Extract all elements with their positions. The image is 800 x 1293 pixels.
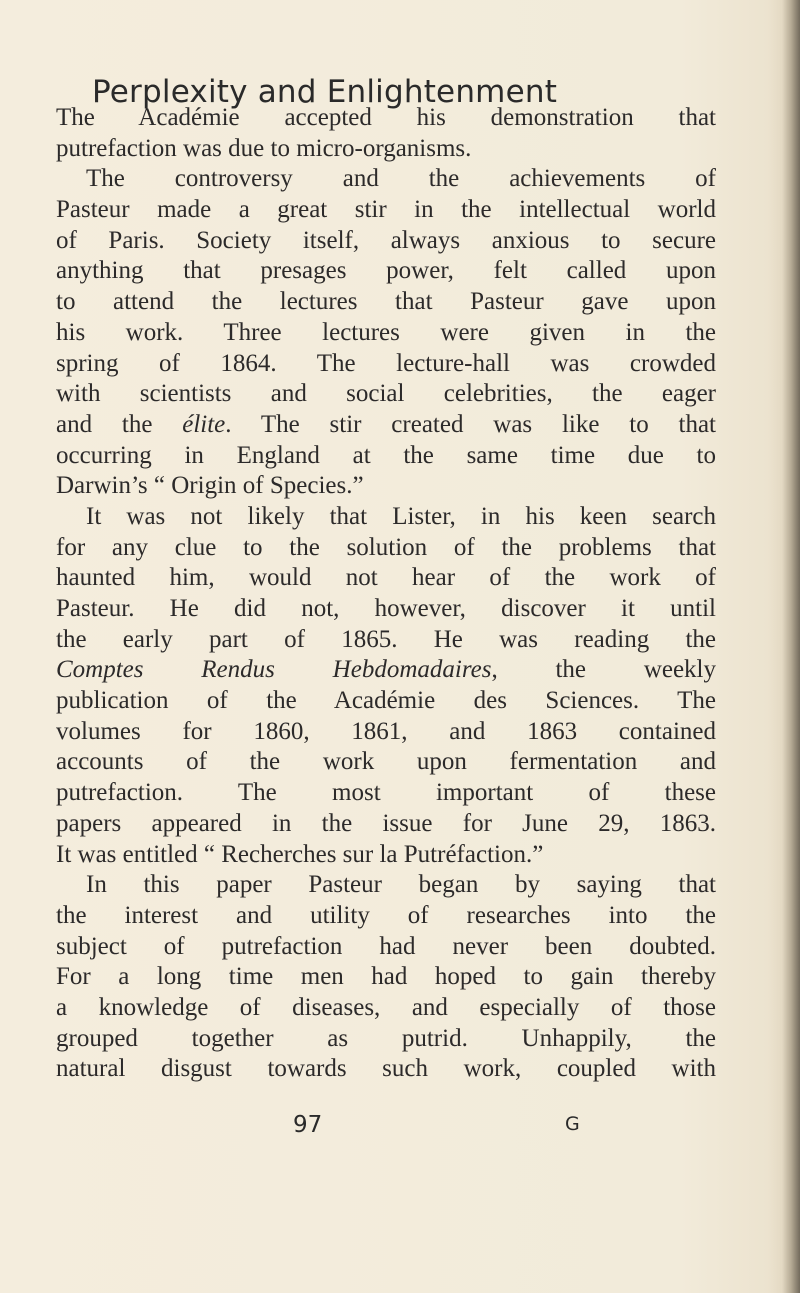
text-line: of Paris. Society itself, always anxious to secure: [56, 226, 716, 254]
text-line: grouped together as putrid. Unhappily, the: [56, 1024, 716, 1052]
text-line: Darwin’s “ Origin of Species.”: [56, 472, 364, 500]
text-line-content: In this paper Pasteur began by saying that: [86, 871, 716, 899]
text-line: papers appeared in the issue for June 29, 1863.: [56, 809, 716, 837]
text-line: the interest and utility of researches into the: [56, 901, 716, 929]
page-number: 97: [293, 1112, 323, 1138]
text-line: [56, 870, 716, 901]
text-line: his work. Three lectures were given in the: [56, 318, 716, 346]
text-line: anything that presages power, felt called upon: [56, 257, 716, 285]
text-line: natural disgust towards such work, coupled with: [56, 1055, 716, 1083]
signature-mark: G: [565, 1113, 580, 1135]
italic-comptes-rendus: Comptes Rendus Hebdomadaires: [56, 656, 492, 684]
text-line: Pasteur made a great stir in the intellectual world: [56, 196, 716, 224]
text-line: putrefaction was due to micro-organisms.: [56, 134, 472, 162]
text-line: publication of the Académie des Sciences. The: [56, 687, 716, 715]
italic-elite: élite: [182, 410, 226, 438]
text-line: accounts of the work upon fermentation and: [56, 748, 716, 776]
text-line: It was entitled “ Recherches sur la Putréfaction.”: [56, 840, 544, 868]
text-line: subject of putrefaction had never been doubted.: [56, 932, 716, 960]
text-line: occurring in England at the same time due to: [56, 441, 716, 469]
text-line: with scientists and social celebrities, the eager: [56, 380, 716, 408]
text-line-content: The controversy and the achievements of: [86, 165, 716, 193]
text-line: for any clue to the solution of the problems that: [56, 533, 716, 561]
text-line: Pasteur. He did not, however, discover it until: [56, 595, 716, 622]
text-line: a knowledge of diseases, and especially of those: [56, 993, 716, 1021]
text-line: the early part of 1865. He was reading the: [56, 625, 716, 653]
text-line-content: It was not likely that Lister, in his keen search: [86, 502, 716, 530]
text-line: spring of 1864. The lecture-hall was crowded: [56, 349, 716, 377]
page-edge-shadow: [782, 0, 800, 1293]
running-header: Perplexity and Enlightenment: [92, 74, 558, 110]
text-line: The Académie accepted his demonstration that: [56, 104, 716, 131]
body-text: [56, 103, 716, 1085]
text-line: volumes for 1860, 1861, and 1863 contained: [56, 717, 716, 745]
text-line: haunted him, would not hear of the work of: [56, 564, 716, 592]
text-line: For a long time men had hoped to gain thereby: [56, 963, 716, 991]
page-footer: [0, 1112, 800, 1146]
text-line: [56, 164, 716, 195]
text-line: [56, 502, 716, 533]
text-line-with-italic: Comptes Rendus Hebdomadaires, the weekly: [56, 656, 717, 684]
text-line-with-italic: and the élite. The stir created was like to that: [56, 410, 716, 438]
text-line: putrefaction. The most important of these: [56, 779, 716, 807]
text-line: to attend the lectures that Pasteur gave upon: [56, 288, 716, 316]
